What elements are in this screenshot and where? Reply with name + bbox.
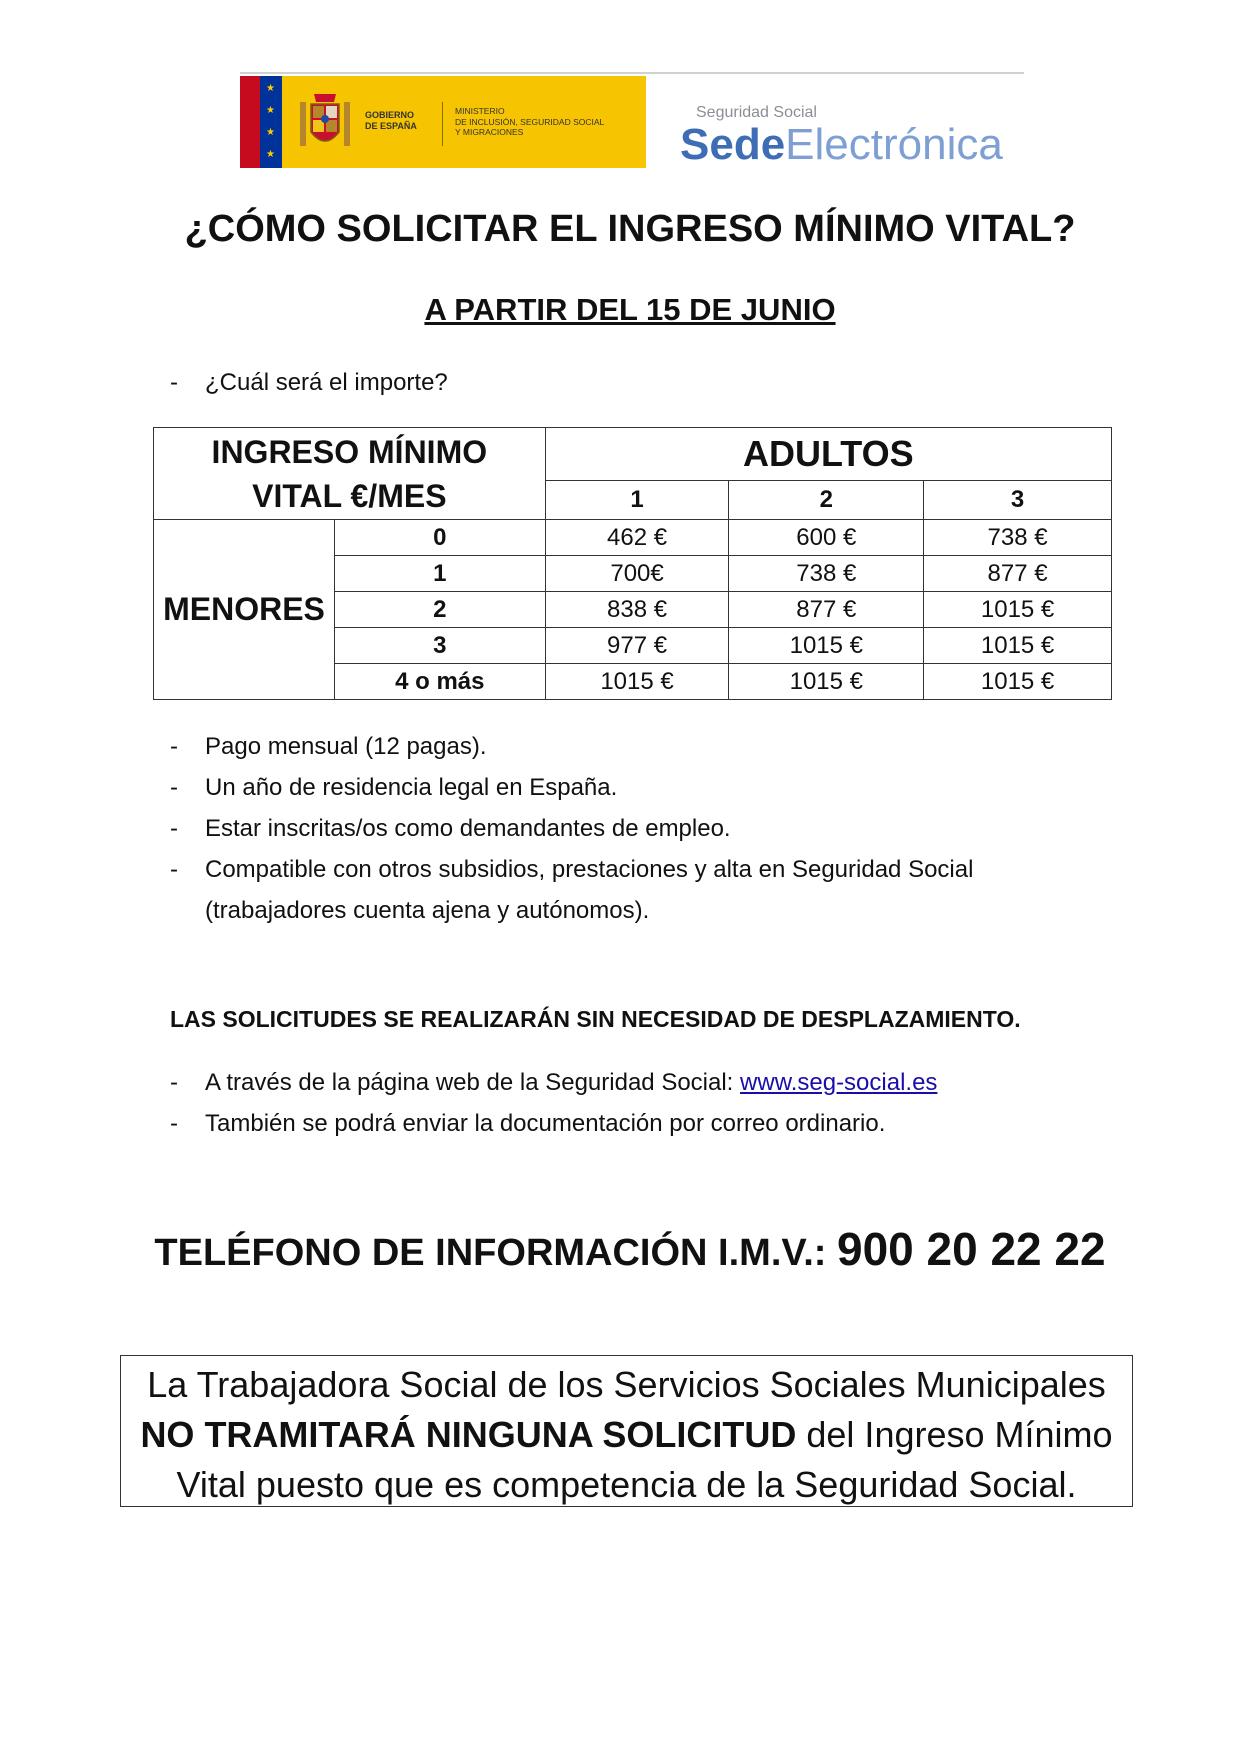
bullet-dash: - (170, 1110, 178, 1137)
amount-cell: 738 € (729, 556, 924, 592)
condition-text: Compatible con otros subsidios, prestaciones y alta en Seguridad Social (205, 856, 974, 883)
amount-cell: 600 € (729, 520, 924, 556)
seg-social-link[interactable]: www.seg-social.es (740, 1069, 938, 1096)
sede-subtitle: Seguridad Social (696, 104, 817, 121)
minors-count: 2 (334, 592, 545, 628)
sede-electronica-logo (680, 120, 1003, 170)
bullet-dash: - (170, 856, 178, 883)
mail-text: También se podrá enviar la documentación por correo ordinario. (205, 1110, 886, 1137)
corner-line2: VITAL €/MES (252, 477, 447, 514)
government-label (365, 110, 417, 132)
amount-cell: 700€ (545, 556, 729, 592)
star-icon: ★ (266, 105, 275, 116)
notice-line1: La Trabajadora Social de los Servicios Sociales Municipales (147, 1364, 1106, 1405)
amount-cell: 462 € (545, 520, 729, 556)
notice-line2 (121, 1410, 1132, 1460)
minors-count: 0 (334, 520, 545, 556)
condition-text: (trabajadores cuenta ajena y autónomos). (205, 897, 650, 924)
header-rule (240, 72, 1024, 74)
web-text: A través de la página web de la Seguridad Social: (205, 1069, 741, 1096)
amount-cell: 877 € (729, 592, 924, 628)
page-title: ¿CÓMO SOLICITAR EL INGRESO MÍNIMO VITAL? (184, 208, 1076, 250)
gov-line2: DE ESPAÑA (365, 121, 417, 131)
gov-line1: GOBIERNO (365, 110, 415, 120)
notice-line3: Vital puesto que es competencia de la Seguridad Social. (176, 1464, 1077, 1505)
phone-label: TELÉFONO DE INFORMACIÓN I.M.V.: (154, 1232, 837, 1274)
adults-col-header: 3 (924, 481, 1112, 520)
minors-count: 1 (334, 556, 545, 592)
table-corner-header (154, 428, 546, 520)
amount-cell: 877 € (924, 556, 1112, 592)
table-row (154, 520, 1112, 556)
notice-bold: NO TRAMITARÁ NINGUNA SOLICITUD (140, 1414, 797, 1455)
government-logo (240, 76, 646, 168)
sede-bold: Sede (680, 120, 786, 169)
amount-cell: 738 € (924, 520, 1112, 556)
amount-cell: 1015 € (924, 592, 1112, 628)
ministry-line3: Y MIGRACIONES (455, 127, 524, 137)
phone-info (0, 1222, 1240, 1276)
adults-col-header: 1 (545, 481, 729, 520)
condition-text: Pago mensual (12 pagas). (205, 733, 487, 760)
amount-cell: 977 € (545, 628, 729, 664)
bullet-dash: - (170, 774, 178, 801)
bullet-dash: - (170, 1069, 178, 1096)
ministry-line2: DE INCLUSIÓN, SEGURIDAD SOCIAL (455, 116, 605, 127)
amounts-table (153, 427, 1112, 700)
page-subtitle: A PARTIR DEL 15 DE JUNIO (424, 292, 836, 327)
amount-cell: 1015 € (729, 664, 924, 700)
condition-text: Estar inscritas/os como demandantes de empleo. (205, 815, 731, 842)
amount-cell: 1015 € (924, 664, 1112, 700)
web-line (205, 1068, 937, 1098)
ministry-label (455, 106, 604, 138)
bullet-dash: - (170, 369, 178, 396)
amount-cell: 1015 € (729, 628, 924, 664)
minors-count: 3 (334, 628, 545, 664)
bullet-dash: - (170, 733, 178, 760)
condition-text: Un año de residencia legal en España. (205, 774, 618, 801)
amount-cell: 838 € (545, 592, 729, 628)
sede-light: Electrónica (785, 120, 1003, 169)
notice-box (120, 1355, 1133, 1507)
logo-divider (442, 102, 443, 146)
spain-flag-strip (240, 76, 260, 168)
adults-col-header: 2 (729, 481, 924, 520)
amount-cell: 1015 € (545, 664, 729, 700)
star-icon: ★ (266, 127, 275, 138)
eu-flag-strip (260, 76, 282, 168)
coat-of-arms-icon (298, 86, 352, 158)
star-icon: ★ (266, 149, 275, 160)
amount-cell: 1015 € (924, 628, 1112, 664)
notice-line2-rest: del Ingreso Mínimo (796, 1414, 1113, 1455)
corner-line1: INGRESO MÍNIMO (211, 433, 488, 470)
minors-count: 4 o más (334, 664, 545, 700)
requests-note: LAS SOLICITUDES SE REALIZARÁN SIN NECESIDAD DE DESPLAZAMIENTO. (170, 1006, 1021, 1032)
phone-number: 900 20 22 22 (837, 1223, 1106, 1275)
minors-label: MENORES (154, 520, 335, 700)
star-icon: ★ (266, 83, 275, 94)
question-text: ¿Cuál será el importe? (205, 369, 448, 396)
bullet-dash: - (170, 815, 178, 842)
ministry-line1: MINISTERIO (455, 106, 505, 116)
adults-header: ADULTOS (545, 428, 1111, 481)
